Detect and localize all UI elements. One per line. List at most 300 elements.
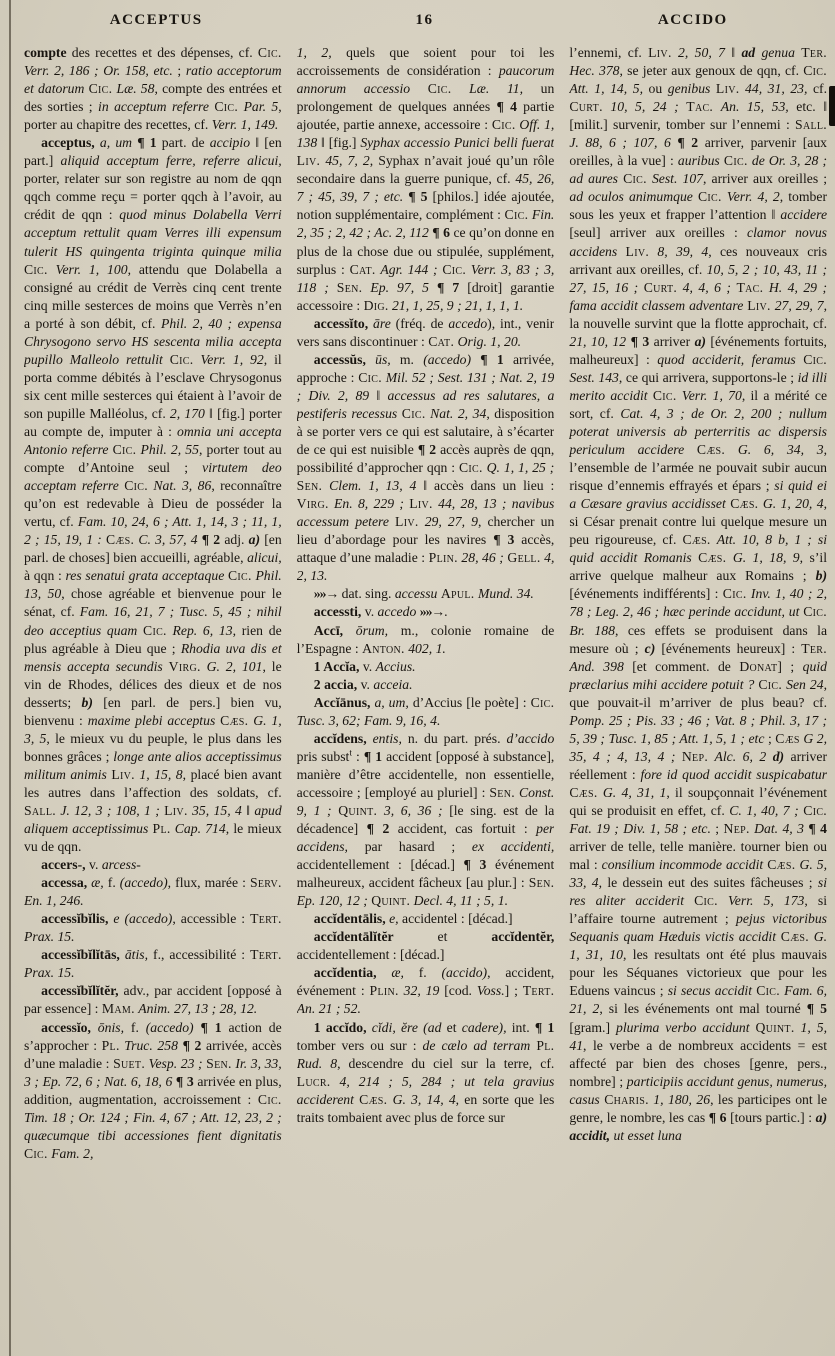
text-segment: Fat. 19 ; Div. 1, 58 ;: [569, 821, 688, 837]
text-segment: , compte des entrées et des sorties ;: [24, 81, 282, 115]
text-segment: Cic.: [214, 99, 239, 115]
text-segment: f.: [103, 875, 120, 891]
text-segment: (accedo): [423, 351, 472, 367]
text-segment: ¶ 2: [366, 821, 390, 837]
text-segment: acceptus,: [41, 135, 95, 151]
text-segment: , s’il arrive quelque malheur aux Romains ;: [569, 550, 828, 584]
text-segment: ¶ 5: [408, 189, 428, 205]
text-segment: [le sing. est de la décadence]: [296, 802, 555, 837]
text-segment: [718, 893, 728, 908]
text-segment: 10, 5, 24 ;: [610, 99, 679, 115]
text-segment: Const. 9, 1 ;: [296, 784, 555, 818]
text-segment: , que pouvait-il m’arriver de plus beau? cf.: [569, 676, 828, 710]
text-segment: ūs,: [375, 351, 391, 367]
text-segment: [377, 965, 392, 980]
text-segment: Tert.: [250, 911, 282, 927]
text-segment: , chercher un lieu d’abordage pour les navires: [296, 514, 555, 548]
text-segment: arrivée, accès d’une maladie :: [24, 1037, 282, 1071]
text-segment: Cæs.: [682, 532, 711, 548]
text-segment: ¶ 4: [496, 99, 517, 115]
text-segment: , porter au chapitre des recettes, cf.: [24, 99, 282, 133]
text-segment: Verr. 1, 92: [200, 351, 264, 367]
text-segment: Liv.: [625, 243, 650, 259]
text-segment: Verr. 5, 173: [727, 893, 805, 909]
text-segment: événement malheureux, accident fâcheux [au plur.] :: [296, 857, 555, 891]
text-segment: id illi merito accidit: [569, 369, 828, 403]
text-segment: Cic.: [112, 442, 137, 458]
text-segment: Cic.: [257, 1091, 282, 1107]
text-segment: 1, 180, 26: [653, 1091, 711, 1107]
text-segment: , le mieux vu du peuple, le plus dans les bonnes grâces ;: [24, 730, 282, 764]
text-segment: maxime plebi acceptus: [87, 712, 216, 728]
text-segment: æ,: [91, 875, 104, 891]
text-segment: Phil. 2, 55: [140, 442, 199, 458]
text-segment: arriver: [649, 333, 695, 349]
text-segment: Sall.: [24, 802, 56, 818]
text-segment: Charis.: [604, 1091, 649, 1107]
text-segment: Nep.: [681, 748, 709, 764]
text-segment: Vesp. 23 ;: [148, 1055, 203, 1071]
text-segment: , flux, marée :: [167, 875, 250, 891]
text-segment: 2, 170: [169, 405, 205, 421]
text-segment: Cic.: [803, 802, 828, 818]
text-segment: accessĭo,: [41, 1019, 91, 1035]
text-segment: Cic.: [124, 478, 148, 494]
text-segment: , accessible :: [172, 911, 251, 927]
text-segment: Cæs.: [730, 496, 759, 512]
text-segment: Liv.: [164, 802, 188, 818]
text-segment: Cic.: [756, 983, 780, 999]
text-segment: C. 1, 40, 7 ;: [729, 802, 799, 818]
text-segment: G. 2, 101: [206, 658, 263, 674]
text-segment: etc.: [691, 821, 711, 837]
text-segment: Ep. 97, 5: [370, 279, 429, 295]
text-segment: [et comment. de: [623, 658, 740, 674]
text-segment: Dig.: [363, 297, 389, 313]
text-segment: G. 1, 20, 4: [762, 496, 824, 512]
text-segment: Accī,: [313, 622, 344, 638]
text-segment: 402, 1.: [408, 640, 446, 656]
text-segment: Plin.: [369, 983, 399, 999]
text-segment: 35, 15, 4: [192, 802, 242, 818]
text-segment: nullum poterat universis ab perterritis ac dispersis periculum accidere: [569, 405, 828, 458]
text-segment: Cæs.: [767, 857, 796, 873]
text-segment: Virg.: [296, 496, 329, 512]
text-segment: 1 Accĭa,: [313, 658, 360, 674]
text-segment: per accidens,: [296, 821, 555, 855]
text-segment: 44, 31, 23,: [745, 81, 808, 97]
text-segment: ¶ 3: [175, 1073, 194, 1089]
text-segment: Curt.: [569, 99, 603, 115]
text-segment: compte: [24, 45, 67, 60]
text-segment: accessti,: [313, 604, 362, 620]
text-segment: v.: [361, 604, 378, 620]
text-segment: Cic.: [723, 153, 748, 169]
text-segment: Mil. 52 ; Sest. 131 ; Nat. 2, 19 ; Div. 2, 89: [296, 369, 555, 403]
text-segment: accessŭs,: [313, 351, 366, 367]
text-segment: Nep.: [723, 821, 750, 837]
text-segment: , attendu que Dolabella a consigné au crédit de Verrès cinq cent trente cinq mille sesterces de moins que Verrès n’en a porté à son débit, cf.: [24, 261, 282, 331]
text-segment: Ir. 3, 33, 3 ; Ep. 72, 6 ; Nat. 6, 18, 6: [24, 1055, 282, 1089]
text-segment: ‖ [fig.]: [317, 135, 361, 151]
dictionary-paragraph: [24, 946, 282, 982]
text-segment: aliquid acceptum ferre, referre alicui,: [60, 153, 282, 169]
text-segment: , ces effets se produisent dans la mesure où ;: [569, 622, 828, 656]
text-segment: Donat: [739, 658, 778, 674]
text-segment: Inv. 1, 40 ; 2, 78 ; Leg. 2, 46 ;: [569, 586, 828, 620]
text-segment: ratio acceptorum et datorum: [24, 63, 282, 97]
text-segment: Læ. 58: [116, 81, 155, 97]
text-segment: Virg.: [168, 658, 201, 674]
text-segment: Cic.: [803, 604, 828, 620]
text-segment: ¶ 3: [630, 333, 650, 349]
text-segment: Cæs.: [359, 1091, 388, 1107]
text-segment: accessĭbĭlis,: [41, 911, 109, 927]
dictionary-paragraph: [297, 585, 555, 603]
text-segment: Cic.: [401, 405, 426, 421]
text-segment: accedo: [448, 315, 488, 331]
text-segment: ¶ 3: [493, 532, 515, 548]
text-segment: ātis,: [124, 947, 149, 963]
text-segment: a): [694, 333, 706, 349]
text-segment: par hasard ;: [347, 839, 472, 855]
text-segment: Liv.: [715, 81, 740, 97]
text-segment: 45, 7, 2: [325, 153, 370, 169]
text-segment: , il porta comme débités à l’esclave Chrysogonus six cent mille sesterces qui étaient à l’avoir de son pupille Malléolus, cf.: [24, 351, 282, 421]
text-segment: Off. 1, 138: [296, 117, 555, 151]
text-segment: ¶ 1: [137, 135, 157, 151]
text-segment: omnia uni accepta Antonio referre: [24, 423, 282, 458]
text-segment: Cic.: [88, 81, 113, 97]
text-segment: ¶ 2: [417, 442, 437, 458]
text-segment: Cap. 714: [174, 821, 226, 837]
text-segment: Fam. 16, 21, 7 ; Tusc. 5, 45 ;: [79, 604, 252, 620]
text-segment: [événements indifférents] :: [569, 586, 723, 602]
text-segment: [en parl. de pers.] bien vu, bienvenu :: [24, 694, 282, 728]
text-segment: m., colonie romaine de l’Espagne :: [296, 622, 555, 656]
text-segment: f.: [124, 1019, 146, 1035]
text-segment: Sen.: [206, 1055, 232, 1071]
text-segment: [377, 803, 384, 818]
text-segment: An. 15, 53,: [720, 99, 789, 115]
text-segment: Quint.: [755, 1019, 795, 1035]
text-segment: [48, 262, 56, 277]
text-segment: Rhodia uva dis et mensis accepta secundis: [24, 640, 282, 674]
running-head-left: ACCEPTUS: [109, 12, 203, 28]
text-segment: (accedo): [145, 1019, 194, 1035]
text-segment: Ter.: [801, 640, 827, 656]
text-segment: [331, 1074, 340, 1089]
text-segment: ¶ 5: [806, 1001, 827, 1017]
text-segment: 8, 39, 4: [657, 243, 709, 259]
text-segment: ‖: [724, 45, 742, 60]
text-segment: Cæs.: [569, 784, 598, 800]
dictionary-paragraph: [297, 603, 555, 621]
text-segment: Rep. 6, 13: [172, 622, 233, 638]
text-segment: 44, 28, 13 ;: [438, 496, 507, 512]
text-segment: dat. sing.: [338, 586, 395, 602]
text-segment: , l’ensemble de l’armée ne pouvait subir aucun risque d’ennemis effrayés et épars ;: [569, 442, 828, 494]
text-segment: G. 1, 3, 5: [24, 712, 282, 746]
text-segment: si quid ei a Cæsare gravius accidisset: [569, 478, 828, 512]
text-segment: Cic.: [652, 387, 677, 403]
text-segment: G. 6, 34, 3: [737, 442, 824, 458]
text-segment: accidere: [780, 207, 828, 223]
text-segment: accĭdentĕr,: [491, 929, 555, 945]
text-segment: arriver de telle, telle manière. tourner bien ou mal :: [569, 839, 828, 873]
text-segment: accident, cas fortuit :: [389, 821, 537, 837]
text-segment: Pl.: [101, 1037, 120, 1053]
text-segment: Cic.: [504, 207, 529, 223]
text-segment: [329, 280, 337, 295]
text-segment: cf.: [807, 81, 828, 97]
text-segment: d’Accius [le poète] :: [408, 694, 531, 710]
text-segment: alicui,: [247, 550, 282, 566]
text-segment: And. 398: [569, 658, 624, 674]
text-segment: int.: [506, 1019, 535, 1035]
text-segment: quels que soient pour toi les accroissements de considération :: [296, 45, 555, 79]
text-segment: Plin.: [428, 550, 458, 566]
text-segment: [tours partic.] :: [726, 1109, 816, 1125]
text-segment: ‖ [fig.] porter au compte de, imputer à :: [24, 405, 282, 439]
text-segment: 2 accia,: [313, 676, 358, 692]
text-segment: Alc. 6, 2: [714, 748, 767, 764]
text-segment: »»→: [313, 586, 339, 602]
text-segment: Mam.: [101, 1001, 135, 1017]
text-segment: ¶ 1: [480, 351, 504, 367]
text-segment: , le vin de Rhodes, délices des dieux et de nos desserts;: [24, 658, 282, 710]
text-segment: »»→: [419, 604, 445, 620]
text-segment: b): [815, 568, 828, 584]
text-segment: accĭdentālis,: [313, 911, 386, 927]
text-segment: Cic.: [698, 189, 722, 205]
text-segment: Sen.: [489, 784, 515, 800]
text-segment: ad aures: [569, 171, 619, 187]
text-segment: accidit,: [569, 1127, 611, 1143]
text-segment: un prolongement de quelques années: [296, 81, 555, 115]
text-segment: Fam. 10, 24, 6 ; Att. 1, 14, 3 ; 11, 1, 2 ; 15, 19, 1 :: [24, 514, 282, 548]
text-segment: accipio: [209, 135, 251, 151]
text-segment: Nat. 2, 34: [430, 405, 487, 421]
text-segment: Cæs.: [220, 712, 249, 728]
text-segment: quod minus Dolabella Verri acceptum rettulit quam Verres illi expensum tulerit HS quingenta triginta quinque milia: [24, 207, 282, 259]
text-segment: Cic.: [427, 81, 452, 97]
text-segment: Truc. 258: [124, 1037, 178, 1053]
text-segment: Decl. 4, 11 ; 5, 1.: [413, 893, 509, 909]
text-segment: Cic.: [143, 622, 167, 638]
dictionary-paragraph: [297, 928, 555, 964]
text-segment: Cæs: [775, 730, 800, 746]
text-segment: accessĭto,: [313, 315, 369, 331]
text-segment: accident [opposé à substance], manière d’être accidentelle, non essentielle, accessoire ; [employé au pluriel] :: [296, 748, 555, 800]
text-segment: adv., par accident [opposé à par essence] :: [24, 983, 282, 1017]
text-segment: genibus: [667, 81, 711, 97]
text-segment: Curt.: [643, 279, 678, 295]
column-1: [24, 44, 282, 1354]
dictionary-paragraph: [297, 658, 555, 676]
text-segment: Gell.: [507, 550, 541, 566]
text-segment: G. 1, 18, 9: [732, 550, 800, 566]
text-segment: , ce qui arrivera, supportons-le ;: [618, 369, 798, 385]
text-segment: quid præclarius mihi accidere potuit ?: [569, 658, 827, 692]
text-segment: Nat. 3, 86: [153, 478, 212, 494]
text-segment: Pl.: [536, 1037, 555, 1053]
text-segment: Anim. 27, 13 ; 28, 12.: [138, 1001, 258, 1017]
text-segment: Cæs.: [698, 550, 727, 566]
text-segment: ] ;: [777, 658, 803, 674]
text-segment: Cic.: [24, 1145, 48, 1161]
text-segment: acceia.: [373, 676, 413, 692]
text-segment: [en parl. de choses] bien accueilli, agréable,: [24, 532, 282, 566]
text-segment: G. 3, 14, 4: [392, 1091, 456, 1107]
text-segment: Cic.: [227, 568, 252, 584]
text-segment: a, um,: [374, 694, 409, 710]
text-segment: , placé bien avant les autres dans l’affection des soldats, cf.: [24, 766, 282, 800]
text-segment: accessĭbĭlĭtĕr,: [41, 983, 119, 999]
text-segment: d): [772, 748, 785, 764]
text-segment: [617, 244, 625, 259]
text-segment: J. 12, 3 ; 108, 1 ;: [60, 802, 160, 818]
text-segment: nihil deo acceptius quam: [24, 604, 282, 638]
text-segment: [gram.]: [569, 1019, 616, 1035]
text-segment: accessĭbĭlĭtās,: [41, 947, 120, 963]
text-segment: Cic.: [803, 63, 828, 79]
text-segment: æ,: [391, 965, 404, 981]
text-segment: a): [248, 532, 261, 548]
text-segment: Cic.: [694, 893, 718, 909]
text-segment: , se jeter aux genoux de qqn, cf.: [619, 63, 804, 79]
text-segment: Verr. 3, 83 ; 3, 118 ;: [296, 261, 555, 295]
text-segment: 27, 29, 7: [774, 297, 824, 313]
text-segment: , si César prenait contre lui quelque mesure un peu rigoureuse, cf.: [569, 496, 828, 548]
text-segment: Verr. 1, 100: [55, 261, 128, 277]
text-segment: ce qu’on donne en plus de la chose due ou stipulée, supplément, surplus :: [296, 225, 555, 277]
text-segment: Pomp. 25 ; Pis. 33 ; 46 ; Vat. 8 ; Phil. 3, 17 ; 5, 39 ; Tusc. 1, 85 ; Att. 1, 5, 1 ; etc: [569, 712, 828, 746]
text-segment: 4, 214 ; 5, 284 ;: [339, 1073, 456, 1089]
text-segment: clamor novus accidens: [569, 225, 827, 259]
dictionary-paragraph: [24, 982, 282, 1018]
text-segment: t: [349, 748, 352, 759]
text-segment: 21, 1, 25, 9 ; 21, 1, 1, 1.: [392, 297, 524, 313]
text-segment: entis,: [372, 730, 402, 746]
text-segment: n. du part. prés.: [401, 730, 507, 746]
text-segment: participiis accidunt genus, numerus, casus: [569, 1073, 828, 1107]
text-segment: Cæs.: [696, 442, 726, 458]
text-segment: f., accessibilité :: [148, 947, 251, 963]
text-segment: Verr. 1, 149.: [211, 117, 279, 133]
text-segment: Dat. 4, 3: [754, 821, 804, 837]
text-segment: tomber vers ou sur :: [296, 1037, 423, 1053]
text-segment: action de s’approcher :: [24, 1019, 282, 1053]
text-segment: arcess-: [101, 857, 141, 873]
text-segment: Phil. 2, 40 ;: [160, 315, 233, 331]
text-segment: virtutem deo acceptam referre: [24, 460, 282, 494]
text-segment: arriver, parvenir [aux oreilles, à la vue] :: [569, 135, 828, 169]
text-segment: Prax. 15.: [24, 929, 75, 945]
dictionary-paragraph: [297, 315, 555, 351]
text-segment: [684, 893, 694, 908]
text-segment: , porter tout au compte d’Antoine seul ;: [24, 442, 282, 476]
text-segment: 4, 4, 6 ;: [682, 279, 731, 295]
text-segment: des recettes et des dépenses, cf.: [66, 45, 258, 60]
text-segment: Lucr.: [296, 1073, 331, 1089]
dictionary-paragraph: [24, 910, 282, 946]
text-segment: āre: [373, 315, 391, 331]
text-segment: longe ante alios acceptissimus militum animis: [24, 748, 282, 782]
text-segment: Fam. 6, 21, 2: [569, 983, 828, 1017]
text-segment: 10, 5, 2 ; 10, 43, 11 ; 27, 15, 16 ;: [569, 261, 828, 295]
text-segment: [366, 352, 375, 367]
dictionary-paragraph: [24, 856, 282, 874]
text-segment: Cic.: [722, 586, 747, 602]
text-segment: expensa Chrysogono servo HS sescenta milia accepta pupillo Malleolo rettulit: [24, 315, 282, 367]
text-segment: b): [81, 694, 93, 710]
text-segment: , disposition à se porter vers ce qui est salutaire, à s’écarter de ce qui est nuisible: [296, 405, 555, 458]
dictionary-paragraph: [24, 874, 282, 910]
text-segment: etc. ‖ [milit.] survenir, tomber sur l’ennemi :: [569, 99, 828, 133]
text-segment: fore id quod accidit suspicabatur: [640, 766, 828, 782]
text-segment: ), int., venir vers sans discontinuer :: [296, 315, 555, 349]
text-segment: Sen 24: [786, 676, 824, 692]
text-segment: hæc perinde accidunt, ut: [662, 604, 800, 620]
text-segment: de cælo ad terram: [422, 1037, 531, 1053]
text-segment: :: [351, 748, 364, 764]
text-segment: de Or. 3, 28 ;: [751, 153, 828, 169]
text-segment: et: [393, 929, 492, 945]
text-segment: quod acciderit, feramus: [657, 351, 796, 367]
text-segment: ‖ accès dans un lieu :: [416, 478, 555, 494]
text-segment: Accius.: [375, 658, 416, 674]
text-segment: ¶ 3: [463, 857, 487, 873]
text-segment: Cic.: [491, 117, 516, 133]
text-segment: Tim. 18 ; Or. 124 ; Fin. 4, 67 ; Att. 12, 23, 2 ;: [24, 1109, 282, 1125]
text-segment: genua: [755, 45, 795, 60]
text-segment: , ces nouveaux cris arrivant aux oreilles, cf.: [569, 243, 828, 277]
text-segment: , Syphax n’avait joué qu’un rôle secondaire dans la guerre punique, cf.: [296, 153, 555, 187]
text-segment: fama accidit classem adventare: [569, 297, 744, 313]
text-segment: accessa,: [41, 875, 88, 891]
text-segment: [seul] arriver aux oreilles :: [569, 225, 748, 241]
text-segment: Tusc. 3, 62; Fam. 9, 16, 4.: [296, 712, 441, 728]
running-head: [22, 12, 827, 29]
text-segment: , les resultats ont été plus mauvais pour les Séquanes victorieux que pour les Eduens vaincus ;: [569, 947, 828, 999]
text-segment: Verr. 4, 2: [726, 189, 780, 205]
text-segment: Liv.: [111, 766, 135, 782]
text-segment: Rud. 8: [296, 1055, 338, 1071]
text-segment: Accĭānus,: [313, 694, 371, 710]
text-segment: [455, 1074, 464, 1089]
text-segment: ‖: [369, 387, 388, 403]
text-segment: Clem. 1, 13, 4: [329, 478, 417, 494]
text-segment: , le mieux vu de qqn.: [24, 821, 282, 855]
text-segment: Cic.: [24, 261, 48, 277]
text-segment: Mund. 34.: [477, 586, 534, 602]
text-segment: Tac.: [736, 279, 764, 295]
text-segment: Par. 5: [243, 99, 279, 115]
text-segment: Q. 1, 1, 25 ;: [486, 460, 555, 476]
text-segment: 2, 50, 7: [678, 45, 725, 60]
text-segment: Cat.: [428, 333, 455, 349]
text-segment: Suet.: [113, 1055, 146, 1071]
text-segment: 21, 10, 12: [569, 333, 627, 349]
text-segment: [713, 99, 721, 114]
text-segment: ;: [764, 730, 776, 746]
text-segment: si secus accidit: [667, 983, 753, 999]
text-segment: Cat.: [349, 261, 376, 277]
dictionary-paragraph: [297, 622, 555, 658]
text-segment: c): [644, 640, 656, 656]
text-segment: accessu: [394, 586, 438, 602]
